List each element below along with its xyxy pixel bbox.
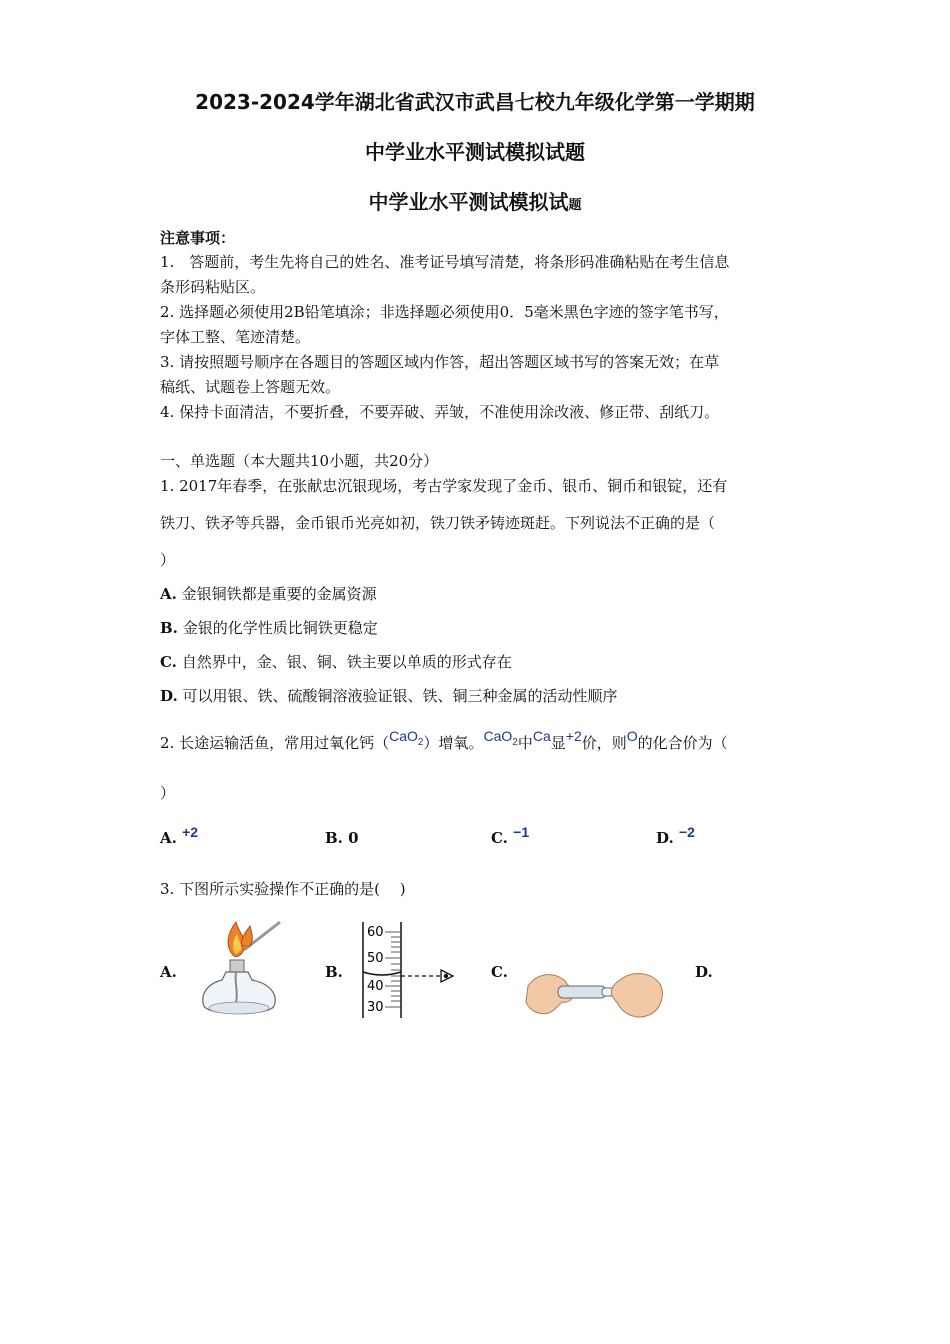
graduated-cylinder-figure	[355, 920, 465, 1020]
q1-option-b[interactable]	[160, 618, 378, 638]
formula-ca: Ca	[532, 728, 551, 744]
exam-title-line3-small: 题	[568, 198, 582, 213]
notice-line: 稿纸、试题卷上答题无效。	[160, 378, 341, 396]
formula-o: O	[626, 728, 638, 744]
option-label: A.	[160, 585, 177, 603]
option-label: D.	[656, 829, 674, 847]
q3-option-c-label[interactable]: C.	[491, 963, 508, 981]
right-hand-icon	[611, 974, 662, 1017]
exam-title-line2: 中学业水平测试模拟试题	[365, 140, 585, 164]
eye-pupil-icon	[444, 974, 448, 978]
notice-line: 字体工整、笔迹清楚。	[160, 328, 311, 346]
q1-stem-line1: 1. 2017年春季，在张献忠沉银现场，考古学家发现了金币、银币、铜币和银锭，还有	[160, 477, 728, 495]
q1-option-c[interactable]	[160, 652, 512, 672]
formula-cao2	[389, 728, 424, 748]
q1-option-a[interactable]	[160, 584, 377, 604]
notice-heading: 注意事项：	[160, 229, 236, 247]
section-heading: 一、单选题（本大题共10小题，共20分）	[160, 452, 439, 470]
option-formula: −1	[513, 824, 530, 840]
cylinder-tick-label: 30	[367, 1000, 384, 1015]
notice-line: 1. 答题前，考生先将自己的姓名、准考证号填写清楚，将条形码准确粘贴在考生信息	[160, 253, 730, 271]
option-text: 0	[348, 829, 359, 847]
exam-title-line3	[0, 186, 950, 215]
exam-title-line1: 2023-2024学年湖北省武汉市武昌七校九年级化学第一学期期	[195, 90, 755, 114]
q3-option-d-label[interactable]: D.	[695, 963, 713, 981]
formula-plus2: +2	[565, 728, 582, 744]
option-label: C.	[160, 653, 177, 671]
option-label: B.	[325, 829, 343, 847]
notice-line: 2. 选择题必须使用2B铅笔填涂；非选择题必须使用0．5毫米黑色字迹的签字笔书写，	[160, 303, 729, 321]
q2-text: 显	[550, 734, 566, 752]
option-formula: −2	[678, 824, 695, 840]
option-text: 可以用银、铁、硫酸铜溶液验证银、铁、铜三种金属的活动性顺序	[182, 687, 618, 705]
q2-text: 中	[517, 734, 533, 752]
q3-option-b-label[interactable]: B.	[325, 963, 343, 981]
q3-option-a-label[interactable]: A.	[160, 963, 177, 981]
option-label: A.	[160, 829, 177, 847]
option-formula: +2	[182, 824, 199, 840]
q2-option-c[interactable]	[491, 824, 530, 847]
cylinder-tick-label: 50	[367, 951, 384, 966]
rubber-tube-icon	[558, 986, 606, 998]
alcohol-lamp-figure	[196, 914, 286, 1022]
notice-line: 3. 请按照题号顺序在各题目的答题区域内作答，超出答题区域书写的答案无效；在草	[160, 353, 720, 371]
option-label: B.	[160, 619, 178, 637]
meniscus-icon	[363, 972, 401, 975]
second-flame-icon	[242, 926, 253, 946]
option-label: D.	[160, 687, 178, 705]
q1-stem-line2: 铁刀、铁矛等兵器，金币银币光亮如初，铁刀铁矛铸迹斑赶。下列说法不正确的是（	[160, 514, 716, 532]
option-text: 金银铜铁都是重要的金属资源	[181, 585, 377, 603]
cylinder-tick-label: 40	[367, 979, 384, 994]
q2-stem-line2: ）	[160, 784, 176, 802]
q1-option-d[interactable]	[160, 686, 618, 706]
q2-option-a[interactable]	[160, 824, 199, 847]
notice-line: 条形码粘贴区。	[160, 278, 266, 296]
glass-tube-connection-figure	[524, 966, 664, 1022]
q2-text: 的化合价为（	[637, 734, 728, 752]
lamp-cap-icon	[230, 960, 244, 972]
q1-stem-line3: ）	[160, 551, 176, 569]
q3-stem: 3. 下图所示实验操作不正确的是( )	[160, 880, 406, 898]
cylinder-tick-marks	[385, 932, 401, 1007]
q2-text: ）增氧。	[423, 734, 484, 752]
cylinder-tick-label: 60	[367, 925, 384, 940]
option-label: C.	[491, 829, 508, 847]
q2-text: 价，则	[581, 734, 627, 752]
formula-subscript: 2	[512, 736, 518, 748]
q2-text: 2. 长途运输活鱼，常用过氧化钙（	[160, 734, 390, 752]
q2-stem-line1	[160, 728, 728, 760]
q2-option-d[interactable]	[656, 824, 695, 847]
formula-subscript: 2	[417, 736, 424, 748]
lamp-liquid-icon	[209, 1002, 269, 1014]
formula-cao2-main: CaO	[389, 728, 418, 744]
option-text: 自然界中，金、银、铜、铁主要以单质的形式存在	[181, 653, 512, 671]
notice-line: 4. 保持卡面清洁，不要折叠，不要弄破、弄皱，不准使用涂改液、修正带、刮纸刀。	[160, 403, 720, 421]
exam-title-line3-main: 中学业水平测试模拟试	[368, 190, 569, 214]
option-text: 金银的化学性质比铜铁更稳定	[182, 619, 378, 637]
formula-cao2-main: CaO	[483, 728, 513, 744]
formula-cao2	[483, 728, 518, 748]
q2-option-b[interactable]	[325, 829, 359, 847]
